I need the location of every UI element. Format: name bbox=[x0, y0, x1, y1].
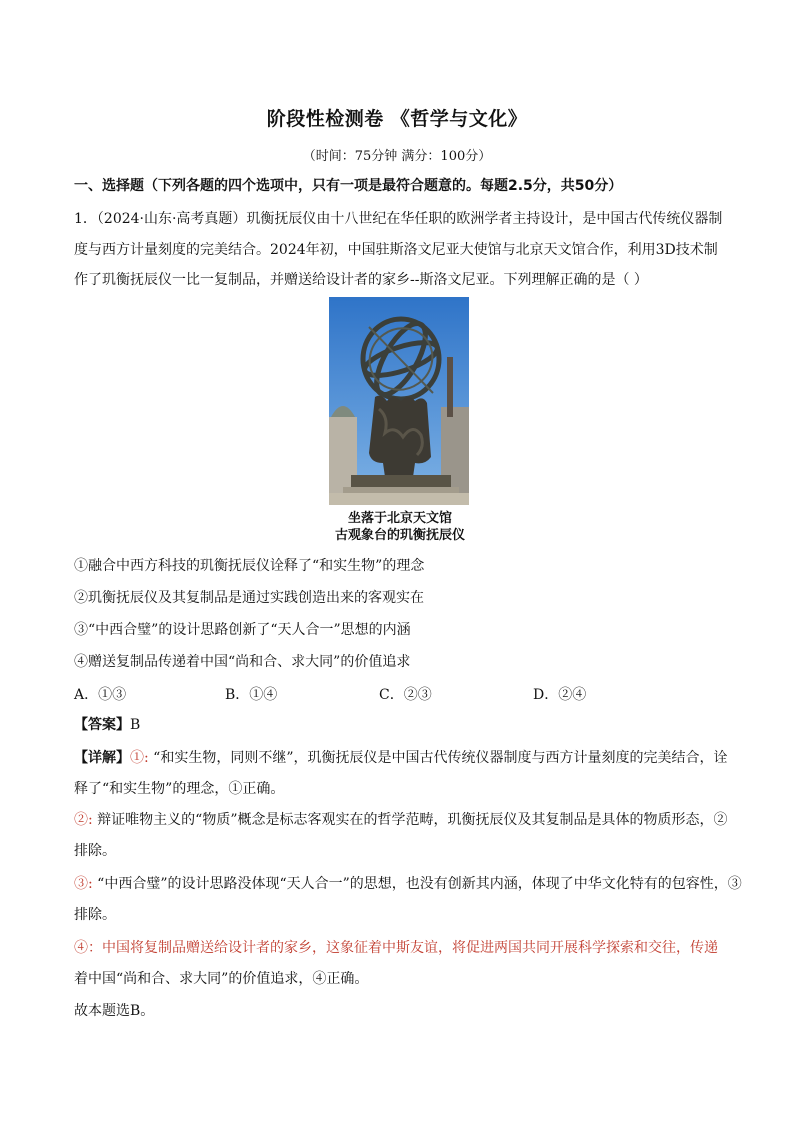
section-heading: 一、选择题（下列各题的四个选项中，只有一项是最符合题意的。每题2.5分，共50分） bbox=[74, 178, 623, 194]
analysis-line-2: 释了“和实生物”的理念，①正确。 bbox=[74, 781, 285, 797]
statement-3: ③“中西合璧”的设计思路创新了“天人合一”思想的内涵 bbox=[74, 622, 411, 638]
analysis-line-5 bbox=[74, 874, 742, 894]
statement-4: ④赠送复制品传递着中国“尚和合、求大同”的价值追求 bbox=[74, 654, 411, 670]
question-text-line-1: 1．（2024·山东·高考真题）玑衡抚辰仪由十八世纪在华任职的欧洲学者主持设计，是中国古代传统仪器制 bbox=[74, 211, 723, 227]
analysis-marker-3: ③: bbox=[74, 876, 98, 892]
conclusion: 故本题选B。 bbox=[74, 1003, 155, 1019]
analysis-line-4: 排除。 bbox=[74, 843, 116, 859]
option-a: A．①③ bbox=[74, 687, 127, 703]
answer-line bbox=[74, 715, 140, 735]
analysis-marker-2: ②: bbox=[74, 812, 98, 828]
analysis-line-7: ④：中国将复制品赠送给设计者的家乡，这象征着中斯友谊，将促进两国共同开展科学探索和交往，传递 bbox=[74, 940, 718, 956]
exam-time-score: （时间：75分钟 满分：100分） bbox=[302, 149, 492, 164]
answer-label: 【答案】 bbox=[74, 717, 130, 733]
analysis-text: “中西合璧”的设计思路没体现“天人合一”的思想，也没有创新其内涵，体现了中华文化特有的包容性，③ bbox=[97, 876, 742, 892]
answer-value: B bbox=[130, 717, 141, 733]
question-text-line-3: 作了玑衡抚辰仪一比一复制品，并赠送给设计者的家乡--斯洛文尼亚。下列理解正确的是（ ） bbox=[74, 272, 648, 288]
option-d: D．②④ bbox=[533, 687, 587, 703]
analysis-marker-1: ①: bbox=[130, 750, 154, 766]
analysis-line-6: 排除。 bbox=[74, 907, 116, 923]
analysis-line-1 bbox=[74, 748, 727, 768]
question-text-line-2: 度与西方计量刻度的完美结合。2024年初，中国驻斯洛文尼亚大使馆与北京天文馆合作，利用3D技术制 bbox=[74, 242, 718, 258]
figure-caption-line-1: 坐落于北京天文馆 bbox=[347, 511, 452, 526]
analysis-label: 【详解】 bbox=[74, 750, 130, 766]
statement-1: ①融合中西方科技的玑衡抚辰仪诠释了“和实生物”的理念 bbox=[74, 558, 425, 574]
page-title: 阶段性检测卷 《哲学与文化》 bbox=[266, 108, 528, 130]
figure-caption-line-2: 古观象台的玑衡抚辰仪 bbox=[334, 528, 465, 543]
armillary-sphere-photo bbox=[329, 297, 469, 505]
analysis-line-8: 着中国“尚和合、求大同”的价值追求，④正确。 bbox=[74, 971, 369, 987]
analysis-line-3 bbox=[74, 810, 727, 830]
option-c: C．②③ bbox=[379, 687, 432, 703]
analysis-text: “和实生物，同则不继”，玑衡抚辰仪是中国古代传统仪器制度与西方计量刻度的完美结合，诠 bbox=[153, 750, 728, 766]
analysis-text: 辩证唯物主义的“物质”概念是标志客观实在的哲学范畴，玑衡抚辰仪及其复制品是具体的物质形态，② bbox=[97, 812, 728, 828]
statement-2: ②玑衡抚辰仪及其复制品是通过实践创造出来的客观实在 bbox=[74, 590, 424, 606]
option-b: B．①④ bbox=[225, 687, 278, 703]
